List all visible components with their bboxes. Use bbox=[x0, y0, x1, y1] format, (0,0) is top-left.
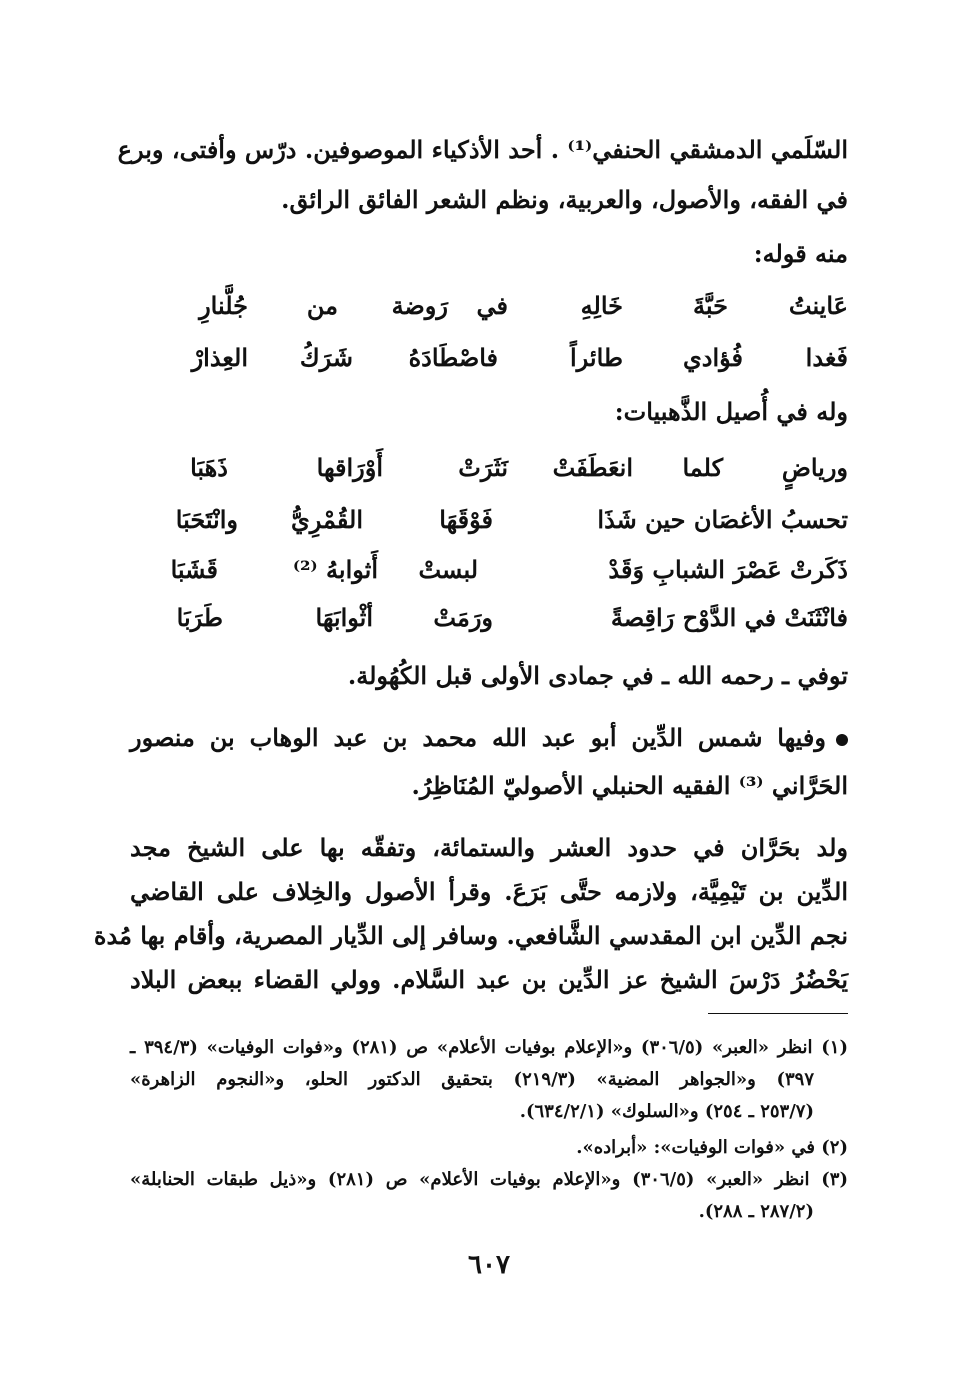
footnote-divider bbox=[708, 1013, 848, 1014]
body-line: يَحْضُرُ دَرْسَ الشيخ عز الدِّين بن عبد السَّلام. وولي القضاء ببعض البلاد bbox=[130, 965, 848, 994]
verse-word: عَاينتُ bbox=[788, 291, 848, 320]
entry-text: وفيها شمس الدِّين أبو عبد الله محمد بن عبد الوهاب بن منصور bbox=[130, 723, 826, 752]
verse-word: أثْوابَهَا bbox=[315, 603, 373, 632]
verse-word: طَرَبَا bbox=[176, 603, 223, 632]
verse-line bbox=[130, 600, 848, 636]
footnote-line: ٣٩٧) و«الجواهر المضية» (٢١٩/٣) بتحقيق الدكتور الحلو، و«النجوم الزاهرة» bbox=[130, 1069, 814, 1090]
verse-word: العِذارْ bbox=[191, 343, 248, 372]
verse-word: تحسبُ الأغصَان حين شَذَا bbox=[597, 505, 848, 534]
body-line: في الفقه، والأصول، والعربية، ونظم الشعر الفائق الرائق. bbox=[281, 185, 848, 214]
entry-line: الحَرَّاني ⁽³⁾ الفقيه الحنبلي الأصوليّ المُنَاظِرُ. bbox=[411, 771, 848, 800]
verse-word: فُؤادي bbox=[682, 343, 743, 372]
verse-intro: منه قوله: bbox=[753, 239, 848, 268]
footnote-line: (٣) انظر «العبر» (٣٠٦/٥) و«الإعلام بوفيات الأعلام» ص (٢٨١) و«ذيل طبقات الحنابلة» bbox=[130, 1169, 848, 1190]
entry-line bbox=[130, 720, 848, 756]
body-line: ولد بحَرَّان في حدود العشر والستمائة، وتفقّه بها على الشيخ مجد bbox=[130, 833, 848, 862]
verse-word: رَوضة bbox=[391, 291, 448, 320]
verse-word: من bbox=[306, 291, 338, 320]
verse-word: كلما bbox=[682, 453, 723, 482]
verse-word: ورَمَتْ bbox=[433, 603, 493, 632]
footnote-line: (٢) في «فوات الوفيات»: «أبراده». bbox=[576, 1137, 848, 1158]
verse-word: قَشَبَا bbox=[170, 555, 218, 584]
verse-word: ذَكَرتْ عَصْرَ الشبابِ وَقَدْ bbox=[608, 555, 848, 584]
verse-word: أَوْرَاقها bbox=[316, 453, 383, 482]
footnote-line: (٢٨٧/٢ ـ ٢٨٨). bbox=[698, 1201, 814, 1222]
verse-word: خَالِهِ bbox=[580, 291, 623, 320]
body-line: الدِّين بن تَيْمِيَّة، ولازمه حتَّى بَرَعَ. وقرأ الأصول والخِلاف على القاضي bbox=[130, 877, 848, 906]
body-line: نجم الدِّين ابن المقدسي الشَّافعي. وسافر إلى الدِّيار المصرية، وأقام بها مُدة bbox=[93, 921, 848, 950]
body-line: السّلَمي الدمشقي الحنفي⁽¹⁾ . أحد الأذكياء الموصوفين. درّس وأفتى، وبرع bbox=[117, 135, 848, 164]
verse-word: فاصْطَادَهُ bbox=[408, 343, 498, 372]
page-number: ٦٠٧ bbox=[468, 1250, 510, 1280]
verse-line bbox=[130, 552, 848, 588]
verse-line bbox=[130, 450, 848, 486]
verse-word: في bbox=[476, 291, 508, 320]
verse-word: أَثوابهُ ⁽²⁾ bbox=[292, 555, 378, 584]
book-page bbox=[93, 128, 848, 1308]
footnote-line: (١) انظر «العبر» (٣٠٦/٥) و«الإعلام بوفيات الأعلام» ص (٢٨١) و«فوات الوفيات» (٣٩٤/٣ ـ bbox=[130, 1037, 848, 1058]
verse-word: جُلَّنارِ bbox=[199, 291, 248, 320]
footnote-line: (٢٥٣/٧ ـ ٢٥٤) و«السلوك» (٦٣٤/٢/١). bbox=[519, 1101, 814, 1122]
verse-word: فَغدا bbox=[805, 343, 848, 372]
verse-word: لبستْ bbox=[418, 555, 478, 584]
verse-intro: وله في أُصيل الذَّهبيات: bbox=[614, 397, 848, 426]
verse-word: شَرَكُ bbox=[299, 343, 353, 372]
verse-word: وانْتَحَبَا bbox=[175, 505, 238, 534]
body-line: توفي ـ رحمه الله ـ في جمادى الأولى قبل الكُهُولة. bbox=[347, 661, 848, 690]
verse-line bbox=[130, 288, 848, 324]
verse-word: فانْثَنَتْ في الدَّوْح رَاقِصةً bbox=[610, 603, 848, 632]
verse-word: ذَهَبَا bbox=[190, 453, 228, 482]
verse-word: طائراً bbox=[569, 343, 623, 372]
verse-line bbox=[130, 340, 848, 376]
verse-word: انعَطَفَتْ bbox=[552, 453, 633, 482]
bullet-icon bbox=[836, 734, 848, 746]
verse-line bbox=[130, 502, 848, 538]
verse-word: فَوْقَهَا bbox=[439, 505, 493, 534]
verse-word: حَبَّةَ bbox=[693, 291, 728, 320]
verse-word: نَثَرَتْ bbox=[458, 453, 508, 482]
verse-word: القُمْرِيُّ bbox=[290, 505, 363, 534]
verse-word: ورياضٍ bbox=[781, 453, 848, 482]
